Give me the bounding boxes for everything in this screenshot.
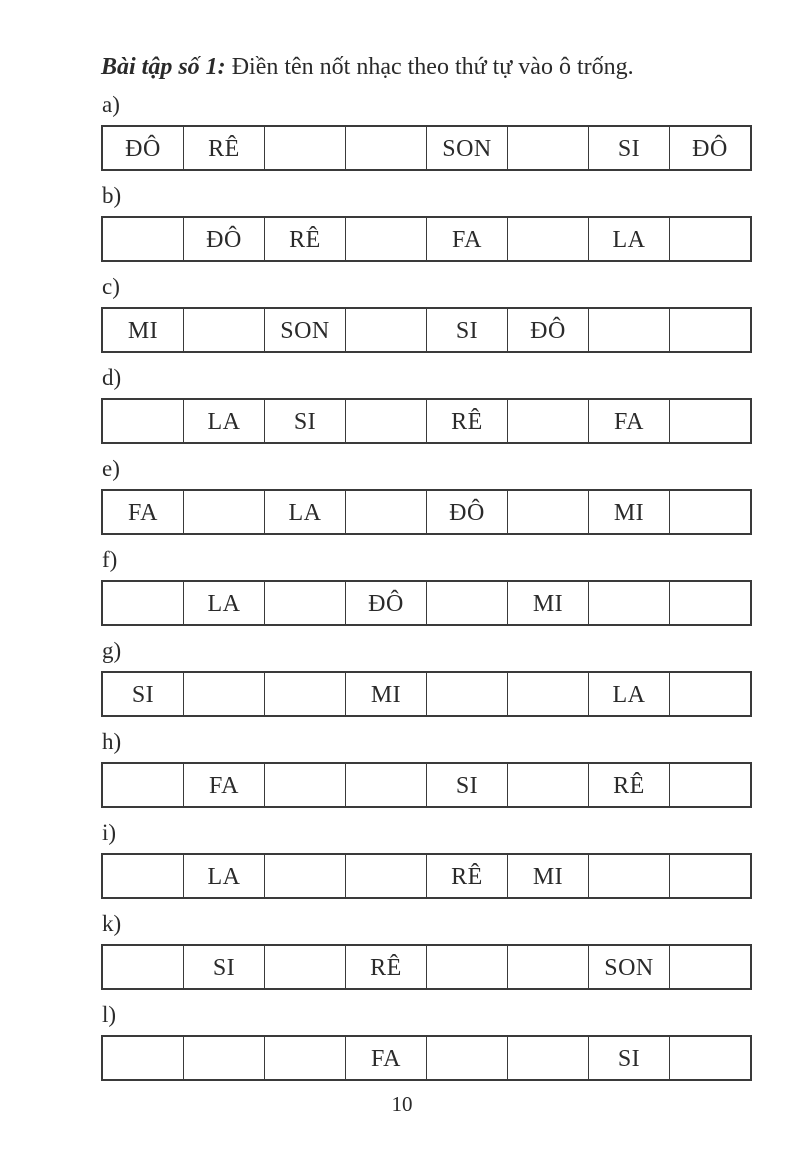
- note-box-row: [101, 125, 752, 171]
- note-box-blank[interactable]: [103, 1037, 184, 1079]
- note-box-blank[interactable]: [508, 491, 589, 533]
- exercise-label: h): [102, 729, 122, 754]
- note-box-filled: RÊ: [589, 764, 670, 806]
- note-box-blank[interactable]: [265, 946, 346, 988]
- exercise-label: a): [102, 92, 120, 117]
- exercise-item: [101, 637, 752, 717]
- note-box-filled: RÊ: [346, 946, 427, 988]
- note-box-filled: MI: [589, 491, 670, 533]
- note-box-row: [101, 489, 752, 535]
- note-box-blank[interactable]: [508, 946, 589, 988]
- note-box-filled: ĐÔ: [184, 218, 265, 260]
- note-box-row: [101, 398, 752, 444]
- note-box-blank[interactable]: [346, 127, 427, 169]
- note-box-blank[interactable]: [346, 764, 427, 806]
- note-box-blank[interactable]: [670, 764, 750, 806]
- note-box-filled: LA: [184, 400, 265, 442]
- note-box-blank[interactable]: [508, 673, 589, 715]
- note-box-blank[interactable]: [670, 1037, 750, 1079]
- exercise-item: [101, 546, 752, 626]
- exercise-item: [101, 273, 752, 353]
- note-box-filled: FA: [427, 218, 508, 260]
- exercise-title: [101, 52, 634, 82]
- exercise-item: [101, 819, 752, 899]
- note-box-filled: MI: [103, 309, 184, 351]
- note-box-filled: LA: [184, 582, 265, 624]
- exercise-label: e): [102, 456, 120, 481]
- note-box-blank[interactable]: [265, 764, 346, 806]
- exercise-number: Bài tập số 1:: [101, 54, 226, 80]
- note-box-blank[interactable]: [670, 673, 750, 715]
- exercise-item: [101, 1001, 752, 1081]
- note-box-blank[interactable]: [184, 491, 265, 533]
- exercise-label: i): [102, 820, 117, 845]
- note-box-filled: SON: [427, 127, 508, 169]
- note-box-blank[interactable]: [670, 218, 750, 260]
- note-box-blank[interactable]: [670, 582, 750, 624]
- exercise-label: d): [102, 365, 122, 390]
- note-box-blank[interactable]: [589, 855, 670, 897]
- exercise-label: g): [102, 638, 122, 663]
- note-box-filled: ĐÔ: [692, 135, 728, 162]
- note-box-filled: RÊ: [427, 855, 508, 897]
- note-box-blank[interactable]: [670, 946, 750, 988]
- note-box-filled: SI: [427, 764, 508, 806]
- note-box-row: [101, 762, 752, 808]
- note-box-filled: FA: [184, 764, 265, 806]
- note-box-filled: FA: [589, 400, 670, 442]
- note-box-filled: LA: [265, 491, 346, 533]
- note-box-blank[interactable]: [265, 1037, 346, 1079]
- exercise-item: [101, 455, 752, 535]
- note-box-blank[interactable]: [103, 218, 184, 260]
- note-box-filled: SI: [589, 1037, 670, 1079]
- note-box-filled: SON: [589, 946, 670, 988]
- exercise-item: [101, 728, 752, 808]
- note-box-filled: RÊ: [265, 218, 346, 260]
- note-box-filled: SI: [103, 673, 184, 715]
- note-box-blank[interactable]: [265, 582, 346, 624]
- note-box-blank[interactable]: [265, 127, 346, 169]
- exercise-label: b): [102, 183, 122, 208]
- page-number: 10: [391, 1092, 413, 1116]
- note-box-blank[interactable]: [589, 309, 670, 351]
- note-box-blank[interactable]: [508, 218, 589, 260]
- note-box-blank[interactable]: [103, 946, 184, 988]
- exercise-label: k): [102, 911, 122, 936]
- note-box-blank[interactable]: [184, 309, 265, 351]
- note-box-blank[interactable]: [265, 855, 346, 897]
- note-box-filled: MI: [508, 582, 589, 624]
- note-box-filled: RÊ: [184, 127, 265, 169]
- exercise-label: c): [102, 274, 120, 299]
- exercise-label: f): [102, 547, 118, 572]
- note-box-blank[interactable]: [427, 582, 508, 624]
- note-box-filled: ĐÔ: [508, 309, 589, 351]
- note-box-filled: FA: [346, 1037, 427, 1079]
- exercise-instruction: Điền tên nốt nhạc theo thứ tự vào ô trống.: [225, 54, 634, 80]
- note-box-blank[interactable]: [346, 309, 427, 351]
- exercise-item: [101, 182, 752, 262]
- note-box-filled: MI: [508, 855, 589, 897]
- note-box-blank[interactable]: [346, 218, 427, 260]
- note-box-blank[interactable]: [508, 400, 589, 442]
- note-box-blank[interactable]: [508, 127, 589, 169]
- note-box-row: [101, 671, 752, 717]
- note-box-filled: SI: [265, 400, 346, 442]
- note-box-row: [101, 580, 752, 626]
- note-box-filled: FA: [103, 491, 184, 533]
- note-box-filled: LA: [589, 218, 670, 260]
- note-box-blank[interactable]: [670, 491, 750, 533]
- note-box-filled: SI: [589, 127, 670, 169]
- note-box-blank[interactable]: [508, 764, 589, 806]
- note-box-filled: MI: [346, 673, 427, 715]
- note-box-blank[interactable]: [103, 764, 184, 806]
- note-box-blank[interactable]: [265, 673, 346, 715]
- note-box-row: [101, 1035, 752, 1081]
- exercise-item: [101, 91, 752, 171]
- exercise-item: [101, 364, 752, 444]
- note-box-blank[interactable]: [427, 946, 508, 988]
- note-box-blank[interactable]: [589, 582, 670, 624]
- note-box-blank[interactable]: [670, 309, 750, 351]
- note-box-filled: ĐÔ: [346, 582, 427, 624]
- note-box-blank[interactable]: [346, 400, 427, 442]
- note-box-blank[interactable]: [670, 400, 750, 442]
- note-box-blank[interactable]: [427, 673, 508, 715]
- note-box-blank[interactable]: [184, 1037, 265, 1079]
- note-box-filled: ĐÔ: [427, 491, 508, 533]
- note-box-row: [101, 216, 752, 262]
- note-box-blank[interactable]: [427, 1037, 508, 1079]
- note-box-filled: SI: [427, 309, 508, 351]
- note-box-blank[interactable]: [508, 1037, 589, 1079]
- note-box-row: [101, 307, 752, 353]
- note-box-filled: SI: [184, 946, 265, 988]
- exercise-label: l): [102, 1002, 117, 1027]
- note-box-row: [101, 944, 752, 990]
- note-box-blank[interactable]: [346, 491, 427, 533]
- note-box-row: [101, 853, 752, 899]
- note-box-blank[interactable]: [346, 855, 427, 897]
- note-box-blank[interactable]: [103, 400, 184, 442]
- note-box-blank[interactable]: [103, 855, 184, 897]
- note-box-filled: LA: [184, 855, 265, 897]
- note-box-blank[interactable]: [670, 855, 750, 897]
- note-box-blank[interactable]: [103, 582, 184, 624]
- note-box-filled: LA: [589, 673, 670, 715]
- note-box-filled: ĐÔ: [103, 127, 184, 169]
- note-box-blank[interactable]: [184, 673, 265, 715]
- note-box-filled: RÊ: [427, 400, 508, 442]
- exercise-item: [101, 910, 752, 990]
- note-box-filled: SON: [265, 309, 346, 351]
